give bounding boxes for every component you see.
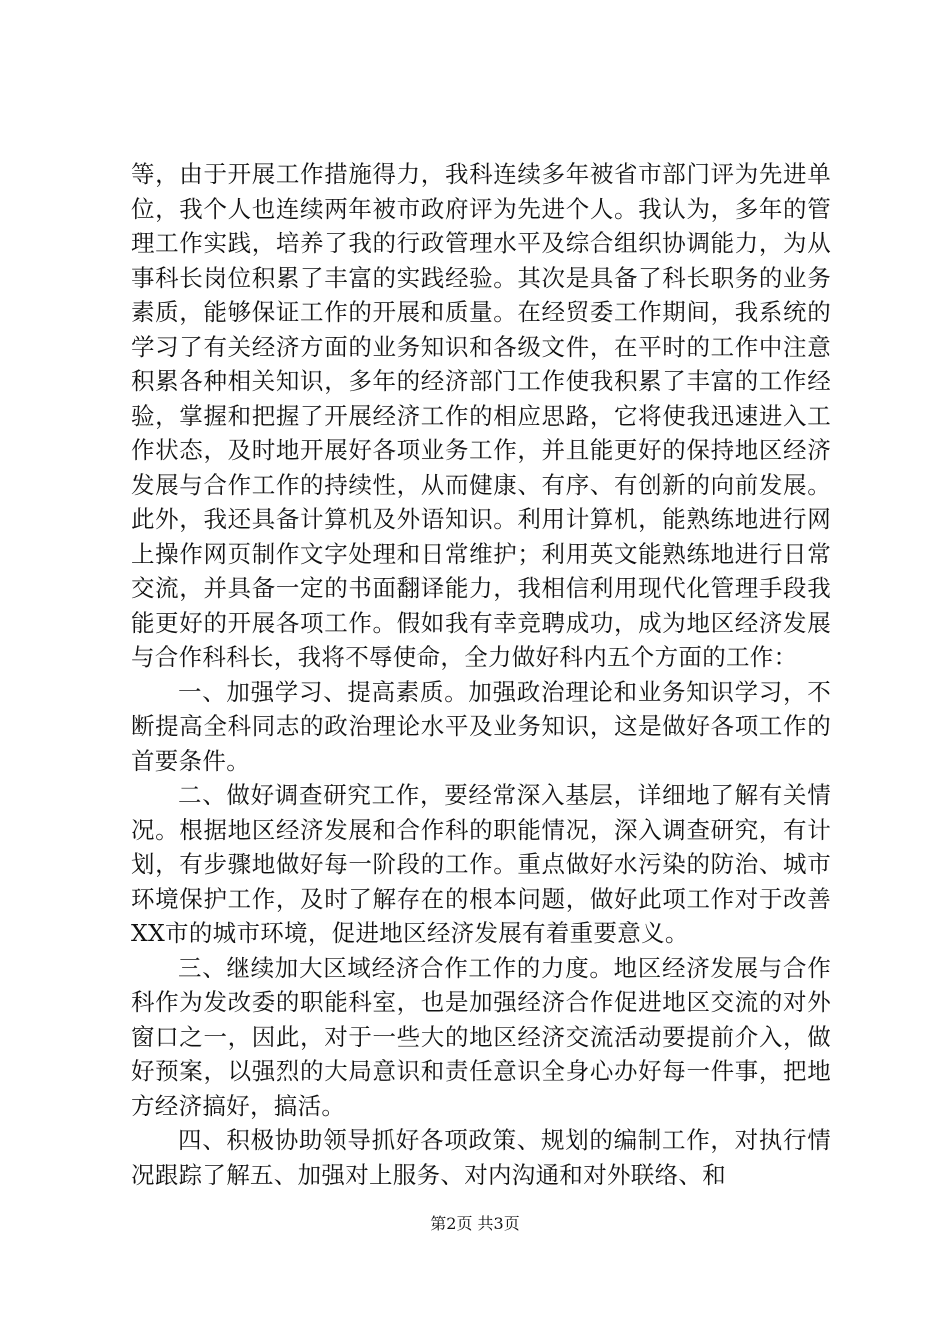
- page-footer: [0, 1213, 950, 1235]
- paragraph-item-3: 三、继续加大区域经济合作工作的力度。地区经济发展与合作科作为发改委的职能科室，也是加强经济合作促进地区交流的对外窗口之一，因此，对于一些大的地区经济交流活动要提前介入，做好预案，以强烈的大局意识和责任意识全身心办好每一件事，把地方经济搞好，搞活。: [131, 953, 831, 1120]
- body-text: [131, 157, 831, 1192]
- page-number-label: 第2页 共3页: [430, 1214, 520, 1233]
- paragraph-item-2: 二、做好调查研究工作，要经常深入基层，详细地了解有关情况。根据地区经济发展和合作科的职能情况，深入调查研究，有计划，有步骤地做好每一阶段的工作。重点做好水污染的防治、城市环境保护工作，及时了解存在的根本问题，做好此项工作对于改善XX市的城市环境，促进地区经济发展有着重要意义。: [131, 781, 831, 947]
- paragraph-item-4: 四、积极协助领导抓好各项政策、规划的编制工作，对执行情况跟踪了解五、加强对上服务、对内沟通和对外联络、和: [131, 1126, 831, 1189]
- paragraph-intro: 等，由于开展工作措施得力，我科连续多年被省市部门评为先进单位，我个人也连续两年被市政府评为先进个人。我认为，多年的管理工作实践，培养了我的行政管理水平及综合组织协调能力，为从事科长岗位积累了丰富的实践经验。其次是具备了科长职务的业务素质，能够保证工作的开展和质量。在经贸委工作期间，我系统的学习了有关经济方面的业务知识和各级文件，在平时的工作中注意积累各种相关知识，多年的经济部门工作使我积累了丰富的工作经验，掌握和把握了开展经济工作的相应思路，它将使我迅速进入工作状态，及时地开展好各项业务工作，并且能更好的保持地区经济发展与合作工作的持续性，从而健康、有序、有创新的向前发展。此外，我还具备计算机及外语知识。利用计算机，能熟练地进行网上操作网页制作文字处理和日常维护；利用英文能熟练地进行日常交流，并具备一定的书面翻译能力，我相信利用现代化管理手段我能更好的开展各项工作。假如我有幸竞聘成功，成为地区经济发展与合作科科长，我将不辱使命，全力做好科内五个方面的工作：: [131, 160, 831, 671]
- paragraph-item-1: 一、加强学习、提高素质。加强政治理论和业务知识学习，不断提高全科同志的政治理论水平及业务知识，这是做好各项工作的首要条件。: [131, 677, 831, 775]
